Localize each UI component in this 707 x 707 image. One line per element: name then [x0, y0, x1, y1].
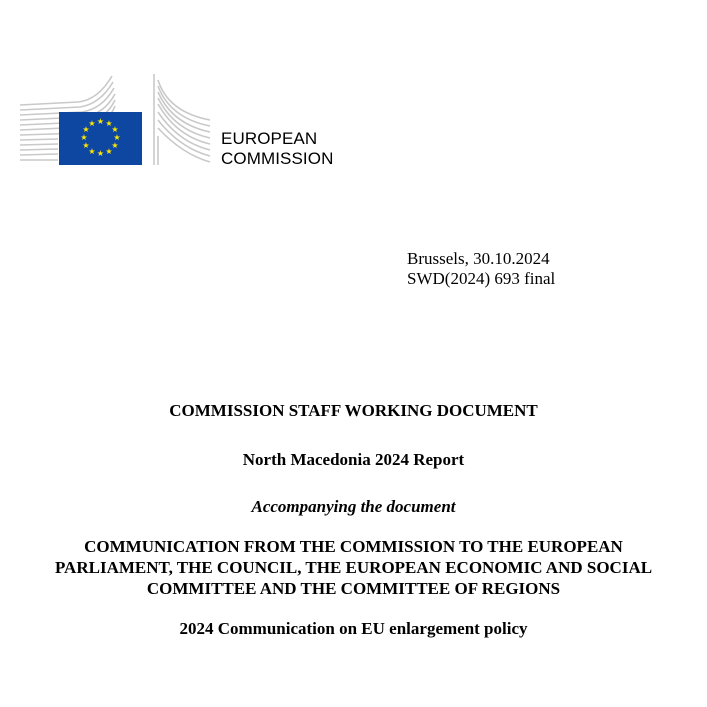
svg-text:★: ★ — [80, 133, 88, 142]
org-name-line-1: EUROPEAN — [221, 129, 318, 148]
svg-text:★: ★ — [82, 141, 90, 150]
subtitle: 2024 Communication on EU enlargement policy — [179, 619, 528, 638]
svg-text:★: ★ — [111, 125, 119, 134]
svg-text:★: ★ — [105, 119, 113, 128]
european-commission-logo-icon — [18, 72, 218, 168]
report-title: North Macedonia 2024 Report — [242, 450, 465, 469]
accompanying-note: Accompanying the document — [251, 497, 456, 516]
place-date: Brussels, 30.10.2024 — [407, 249, 550, 268]
svg-text:★: ★ — [113, 133, 121, 142]
document-meta — [407, 249, 555, 289]
document-type-heading: COMMISSION STAFF WORKING DOCUMENT — [169, 401, 538, 420]
svg-text:★: ★ — [88, 119, 96, 128]
svg-text:★: ★ — [96, 117, 105, 126]
svg-text:★: ★ — [88, 147, 96, 156]
communication-line-1: COMMUNICATION FROM THE COMMISSION TO THE EUROPEAN — [84, 537, 623, 556]
organization-name — [221, 129, 333, 169]
svg-text:★: ★ — [105, 147, 113, 156]
org-name-line-2: COMMISSION — [221, 149, 334, 168]
communication-heading — [0, 536, 707, 599]
svg-text:★: ★ — [111, 141, 119, 150]
document-reference: SWD(2024) 693 final — [407, 269, 556, 288]
svg-text:★: ★ — [82, 125, 90, 134]
svg-text:★: ★ — [96, 149, 105, 158]
communication-line-3: COMMITTEE AND THE COMMITTEE OF REGIONS — [146, 579, 561, 598]
communication-line-2: PARLIAMENT, THE COUNCIL, THE EUROPEAN ECONOMIC AND SOCIAL — [54, 558, 653, 577]
